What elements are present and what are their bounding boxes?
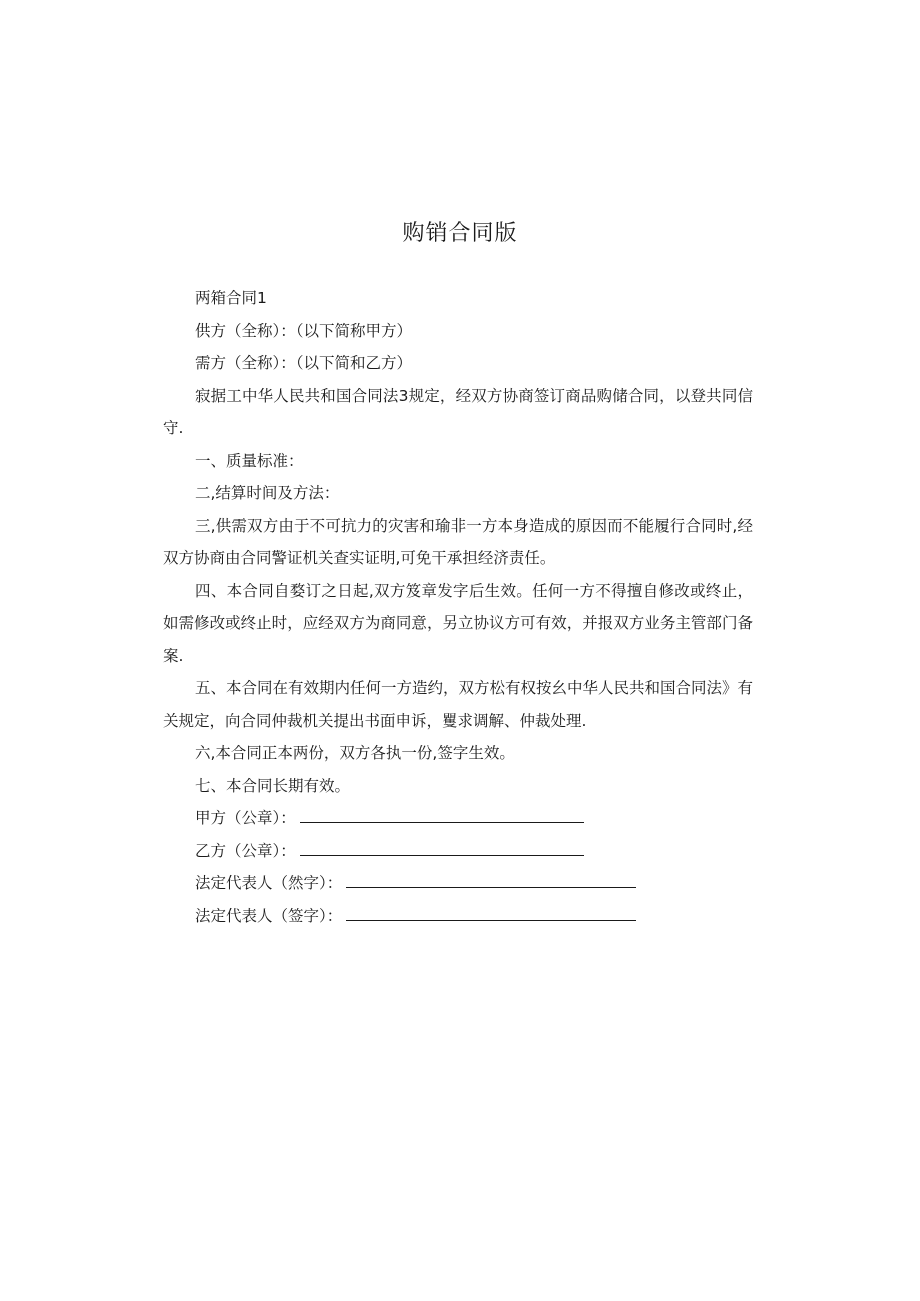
legal-rep-1-line [346,867,636,888]
buyer-line: 需方（全称）：（以下简和乙方） [195,354,413,372]
clause-force-majeure: 三,供需双方由于不可抗力的灾害和瑜非一方本身造成的原因而不能履行合同时,经双方协商由合同警证机关查实证明,可免干承担经济责任。 [163,516,753,567]
legal-rep-2-label: 法定代表人（签字）： [195,906,343,925]
preamble-paragraph: 寂据工中华人民共和国合同法3规定，经双方协商签订商品购储合同，以登共同信守. [163,386,753,437]
clause-copies: 六,本合同正本两份，双方各执一份,签字生效。 [195,744,515,762]
clause-validity: 七、本合同长期有效。 [195,776,351,795]
document-title: 购销合同版 [402,221,518,246]
party-b-seal-label: 乙方（公章）： [195,841,296,860]
party-a-seal-label: 甲方（公章）： [195,809,296,827]
document-body [163,282,753,932]
clause-quality: 一、质量标准： [195,451,304,470]
clause-effectiveness: 四、本合同自婺订之日起,双方笈章发字后生效。任何一方不得擅自修改或终止，如需修改或终止时，应经双方为商同意，另立协议方可有效，并报双方业务主管部门备案. [163,581,753,665]
legal-rep-2-line [346,900,636,921]
party-b-seal-line [300,835,584,856]
party-a-seal-line [300,802,584,823]
legal-rep-1-row [163,867,753,900]
legal-rep-2-row [163,900,753,933]
contract-subtitle: 两箱合同1 [195,289,267,307]
legal-rep-1-label: 法定代表人（然字）： [195,874,343,892]
party-a-seal-row [163,802,753,835]
party-b-seal-row [163,835,753,868]
clause-breach: 五、本合同在有效期内任何一方造约，双方松有权按幺中华人民共和国合同法》有关规定，向合同仲裁机关提出书面申诉，矍求调解、仲裁处理. [163,679,754,730]
clause-settlement: 二,结算时间及方法： [195,484,340,502]
supplier-line: 供方（全称）：（以下简称甲方） [195,321,413,340]
